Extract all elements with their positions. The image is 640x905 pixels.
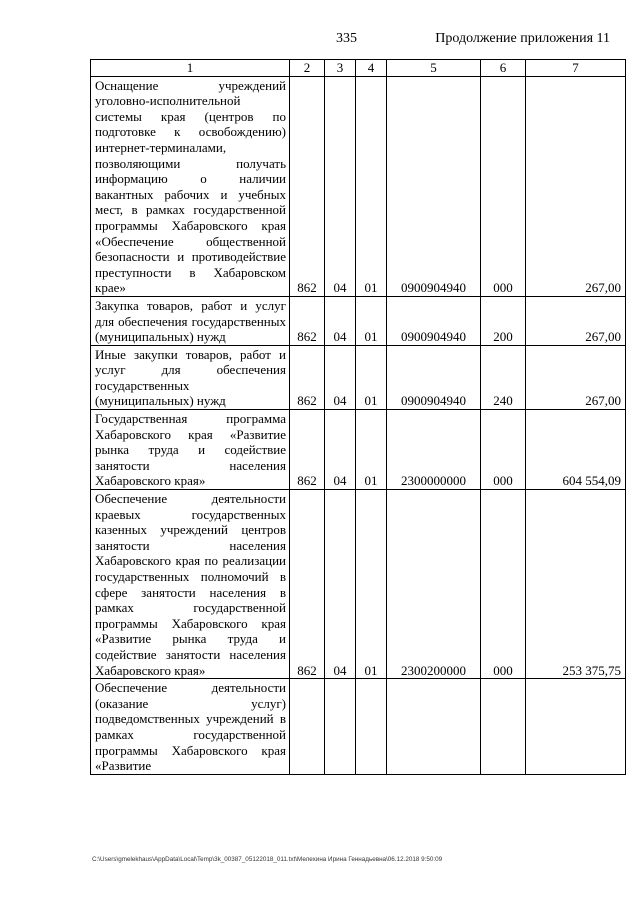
amount: 267,00 [526, 296, 626, 345]
footer-file-path: C:\Users\gmelekhaus\AppData\Local\Temp\3k_00387_05122018_011.txt\Мелехина Ирина Геннадьевна\06.12.2018 9:50:09 [92, 856, 443, 863]
subsection-code: 01 [356, 296, 387, 345]
section-code: 04 [325, 76, 356, 296]
amount: 253 375,75 [526, 490, 626, 679]
table-row [91, 410, 626, 490]
ministry-code: 862 [290, 345, 325, 409]
expense-type-code [481, 679, 526, 775]
target-article-code [387, 679, 481, 775]
subsection-code: 01 [356, 76, 387, 296]
section-code: 04 [325, 345, 356, 409]
budget-table [90, 59, 626, 775]
expense-name: Обеспечение деятельности краевых государственных казенных учреждений центров занятости населения Хабаровского края по реализации государственных полномочий в сфере занятости населения в рамках государственной программы Хабаровского края «Развитие рынка труда и содействие занятости населения Хабаровского края» [91, 490, 290, 679]
expense-name: Оснащение учреждений уголовно-исполнительной системы края (центров по подготовке к освобождению) интернет-терминалами, позволяющими получать информацию о наличии вакантных рабочих и учебных мест, в рамках государственной программы Хабаровского края «Обеспечение общественной безопасности и противодействие преступности в Хабаровском крае» [91, 76, 290, 296]
section-code: 04 [325, 490, 356, 679]
target-article-code: 0900904940 [387, 76, 481, 296]
target-article-code: 0900904940 [387, 296, 481, 345]
expense-name: Государственная программа Хабаровского края «Развитие рынка труда и содействие занятости населения Хабаровского края» [91, 410, 290, 490]
expense-type-code: 240 [481, 345, 526, 409]
section-code: 04 [325, 410, 356, 490]
subsection-code: 01 [356, 410, 387, 490]
amount: 267,00 [526, 345, 626, 409]
column-header: 2 [290, 60, 325, 77]
column-header: 4 [356, 60, 387, 77]
expense-type-code: 000 [481, 490, 526, 679]
expense-name: Закупка товаров, работ и услуг для обеспечения государственных (муниципальных) нужд [91, 296, 290, 345]
table-row [91, 76, 626, 296]
table-row [91, 490, 626, 679]
column-header: 6 [481, 60, 526, 77]
expense-type-code: 200 [481, 296, 526, 345]
target-article-code: 2300200000 [387, 490, 481, 679]
column-header: 1 [91, 60, 290, 77]
table-row [91, 296, 626, 345]
expense-name: Обеспечение деятельности (оказание услуг) подведомственных учреждений в рамках государственной программы Хабаровского края «Развитие [91, 679, 290, 775]
subsection-code [356, 679, 387, 775]
column-header: 5 [387, 60, 481, 77]
column-header: 3 [325, 60, 356, 77]
expense-name: Иные закупки товаров, работ и услуг для обеспечения государственных (муниципальных) нужд [91, 345, 290, 409]
page-number: 335 [336, 31, 357, 46]
amount: 604 554,09 [526, 410, 626, 490]
target-article-code: 0900904940 [387, 345, 481, 409]
section-code: 04 [325, 296, 356, 345]
column-header: 7 [526, 60, 626, 77]
subsection-code: 01 [356, 345, 387, 409]
ministry-code: 862 [290, 490, 325, 679]
target-article-code: 2300000000 [387, 410, 481, 490]
running-title: Продолжение приложения 11 [435, 31, 610, 46]
section-code [325, 679, 356, 775]
table-row [91, 345, 626, 409]
ministry-code: 862 [290, 296, 325, 345]
ministry-code: 862 [290, 410, 325, 490]
ministry-code: 862 [290, 76, 325, 296]
amount [526, 679, 626, 775]
subsection-code: 01 [356, 490, 387, 679]
expense-type-code: 000 [481, 76, 526, 296]
ministry-code [290, 679, 325, 775]
amount: 267,00 [526, 76, 626, 296]
expense-type-code: 000 [481, 410, 526, 490]
table-row [91, 679, 626, 775]
table-header-row [91, 60, 626, 77]
